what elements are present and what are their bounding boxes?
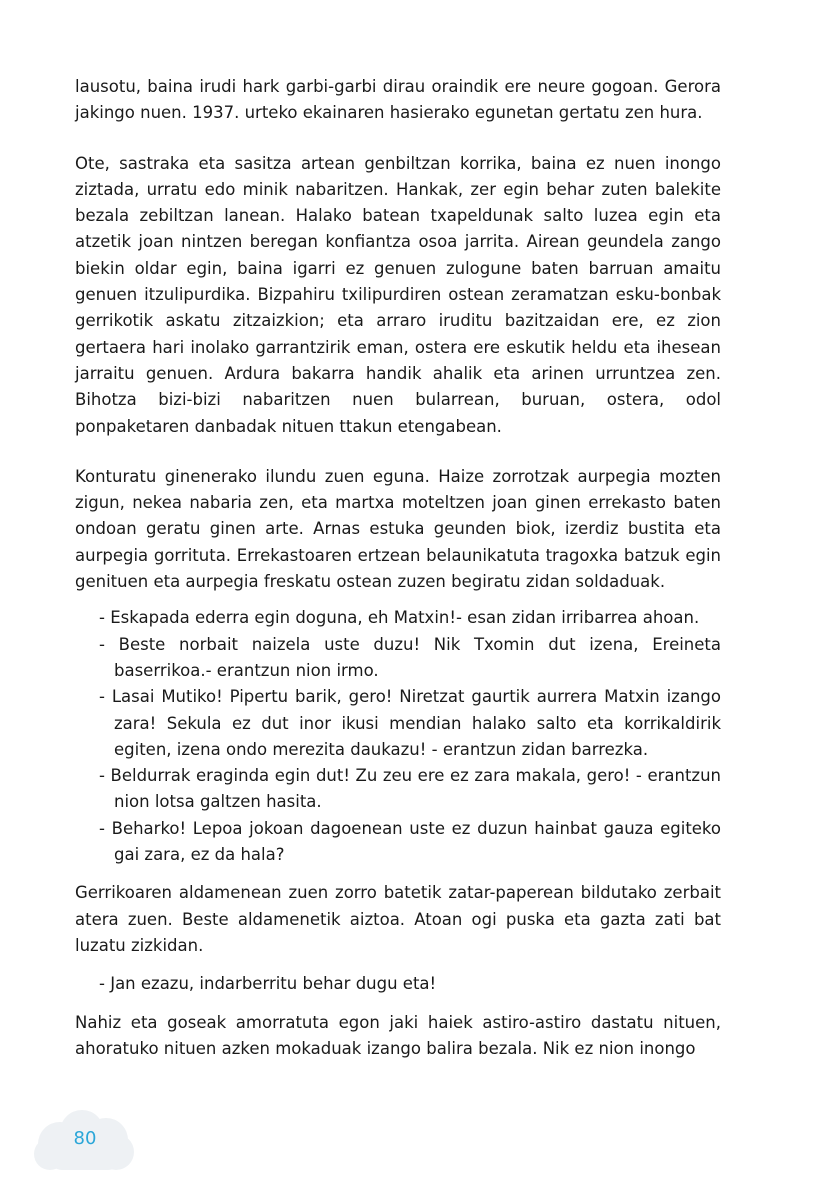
dialogue-line: - Lasai Mutiko! Pipertu barik, gero! Niretzat gaurtik aurrera Matxin izango zara! Sekula ez dut inor ikusi mendian halako salto eta korrikaldirik egiten, izena ondo merezita daukazu! - erantzun zidan barrezka. (99, 687, 721, 759)
dialogue-line: - Eskapada ederra egin doguna, eh Matxin!- esan zidan irribarrea ahoan. (99, 608, 700, 628)
dialogue-single (75, 971, 721, 997)
page-number: 80 (73, 1128, 97, 1149)
dialogue-list (75, 605, 721, 868)
paragraph-1: lausotu, baina irudi hark garbi-garbi dirau oraindik ere neure gogoan. Gerora jakingo nuen. 1937. urteko ekainaren hasierako egunetan gertatu zen hura. (75, 77, 721, 123)
page-body (75, 74, 721, 1062)
dialogue-line: - Jan ezazu, indarberritu behar dugu eta! (99, 974, 437, 994)
paragraph-2: Ote, sastraka eta sasitza artean genbiltzan korrika, baina ez nuen inongo ziztada, urratu edo minik nabaritzen. Hankak, zer egin behar zuten balekite bezala zebiltzan lanean. Halako batean txapeldunak salto luzea egin eta atzetik joan nintzen beregan konfiantza osoa jarrita. Airean geundela zango biekin oldar egin, baina igarri ez genuen zulogune baten barruan amaitu genuen itzulipurdika. Bizpahiru txilipurdiren ostean zeramatzan esku-bonbak gerrikotik askatu zitzaizkion; eta arraro iruditu bazitzaidan ere, ez zion gertaera hari inolako garrantzirik eman, ostera ere eskutik heldu eta ihesean jarraitu genuen. Ardura bakarra handik ahalik eta arinen urruntzea zen. Bihotza bizi-bizi nabaritzen nuen bularrean, buruan, ostera, odol ponpaketaren danbadak nituen ttakun etengabean. (75, 153, 721, 436)
dialogue-line: - Beldurrak eraginda egin dut! Zu zeu ere ez zara makala, gero! - erantzun nion lotsa galtzen hasita. (99, 766, 721, 812)
paragraph-5: Nahiz eta goseak amorratuta egon jaki haiek astiro-astiro dastatu nituen, ahoratuko nituen azken mokaduak izango balira bezala. Nik ez nion inongo (75, 1012, 721, 1058)
paragraph-3: Konturatu ginenerako ilundu zuen eguna. Haize zorrotzak aurpegia mozten zigun, nekea nabaria zen, eta martxa moteltzen joan ginen errekasto baten ondoan geratu ginen arte. Arnas estuka geunden biok, izerdiz bustita eta aurpegia gorrituta. Errekastoaren ertzean belaunikatuta tragoxka batzuk egin genituen eta aurpegia freskatu ostean zuzen begiratu zidan soldaduak. (75, 466, 721, 592)
dialogue-line: - Beharko! Lepoa jokoan dagoenean uste ez duzun hainbat gauza egiteko gai zara, ez da hala? (99, 818, 721, 865)
paragraph-4: Gerrikoaren aldamenean zuen zorro batetik zatar-paperean bildutako zerbait atera zuen. Beste aldamenetik aiztoa. Atoan ogi puska eta gazta zati bat luzatu zizkidan. (75, 883, 721, 955)
dialogue-line: - Beste norbait naizela uste duzu! Nik Txomin dut izena, Ereineta baserrikoa.- erantzun nion irmo. (99, 634, 721, 680)
